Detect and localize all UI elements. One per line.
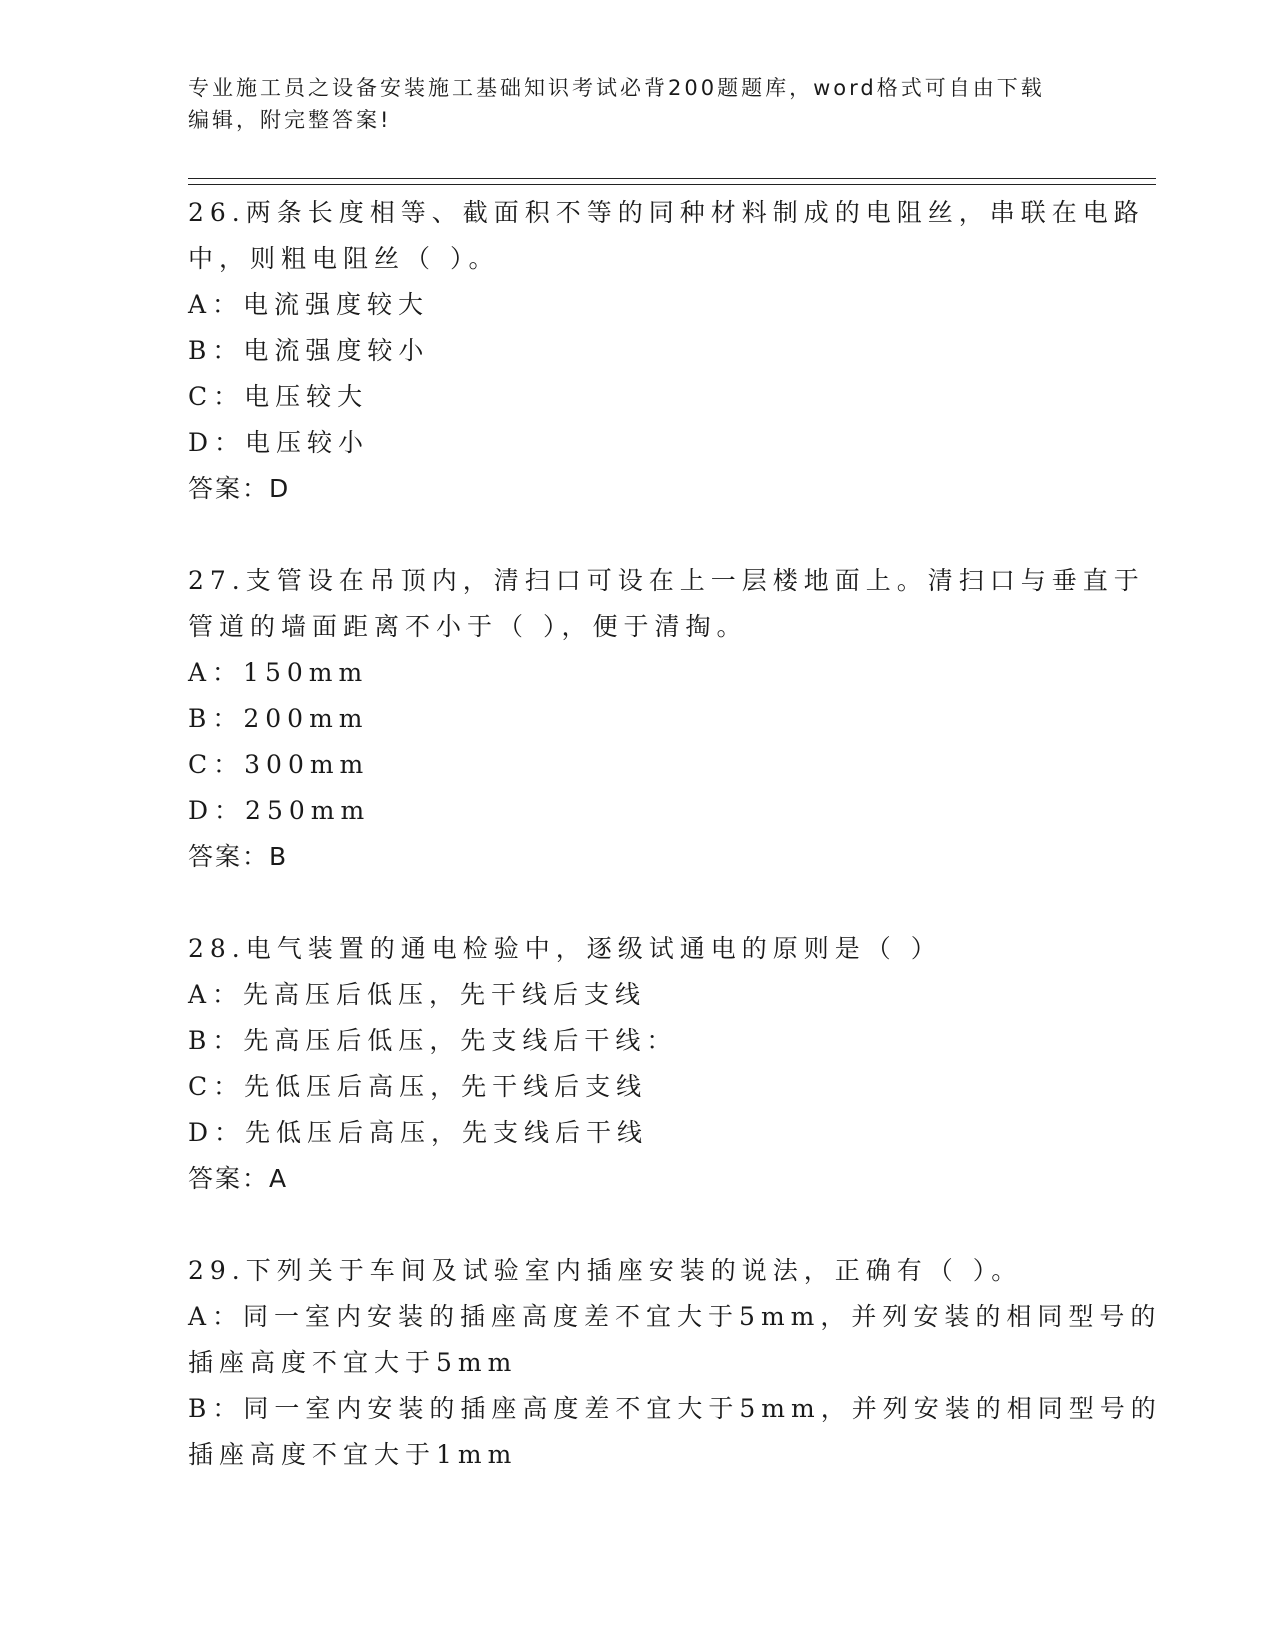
option-b: B：先高压后低压，先支线后干线： [188, 1026, 678, 1055]
question-stem: 26.两条长度相等、截面积不等的同种材料制成的电阻丝，串联在电路 [188, 198, 1145, 227]
option-a: A：150mm [188, 658, 369, 687]
header-divider-bottom [188, 184, 1156, 185]
answer-text: 答案：A [188, 1164, 289, 1193]
option-c: C：300mm [188, 750, 370, 779]
question-29 [188, 1248, 1162, 1478]
option-d: D：电压较小 [188, 428, 370, 457]
question-spacer [188, 880, 1088, 926]
option-c: C：电压较大 [188, 382, 369, 411]
answer-text: 答案：B [188, 842, 289, 871]
option-a-continued: 插座高度不宜大于5mm [188, 1348, 518, 1377]
header-line-1: 专业施工员之设备安装施工基础知识考试必背200题题库，word格式可自由下载 [188, 76, 1045, 100]
header-line-2: 编辑，附完整答案! [188, 108, 392, 132]
question-26 [188, 190, 1145, 512]
option-a: A：先高压后低压，先干线后支线 [188, 980, 647, 1009]
option-a: A：电流强度较大 [188, 290, 430, 319]
question-spacer [188, 1202, 1088, 1248]
question-stem: 27.支管设在吊顶内，清扫口可设在上一层楼地面上。清扫口与垂直于 [188, 566, 1145, 595]
option-d: D：先低压后高压，先支线后干线 [188, 1118, 649, 1147]
option-b: B：200mm [188, 704, 369, 733]
question-spacer [188, 512, 1088, 558]
answer-text: 答案：D [188, 474, 291, 503]
question-28 [188, 926, 1088, 1202]
option-c: C：先低压后高压，先干线后支线 [188, 1072, 648, 1101]
question-27 [188, 558, 1145, 880]
option-b-continued: 插座高度不宜大于1mm [188, 1440, 518, 1469]
header-divider-top [188, 178, 1156, 179]
question-stem: 29.下列关于车间及试验室内插座安装的说法，正确有（ ）。 [188, 1256, 1023, 1285]
question-stem: 28.电气装置的通电检验中，逐级试通电的原则是（ ） [188, 934, 942, 963]
document-header [188, 72, 1088, 136]
option-a: A：同一室内安装的插座高度差不宜大于5mm，并列安装的相同型号的 [188, 1302, 1162, 1331]
question-list [188, 190, 1162, 1478]
question-stem: 中，则粗电阻丝（ ）。 [188, 244, 500, 273]
option-d: D：250mm [188, 796, 371, 825]
option-b: B：电流强度较小 [188, 336, 430, 365]
question-stem: 管道的墙面距离不小于（ ），便于清掏。 [188, 612, 748, 641]
option-b: B：同一室内安装的插座高度差不宜大于5mm，并列安装的相同型号的 [188, 1394, 1162, 1423]
